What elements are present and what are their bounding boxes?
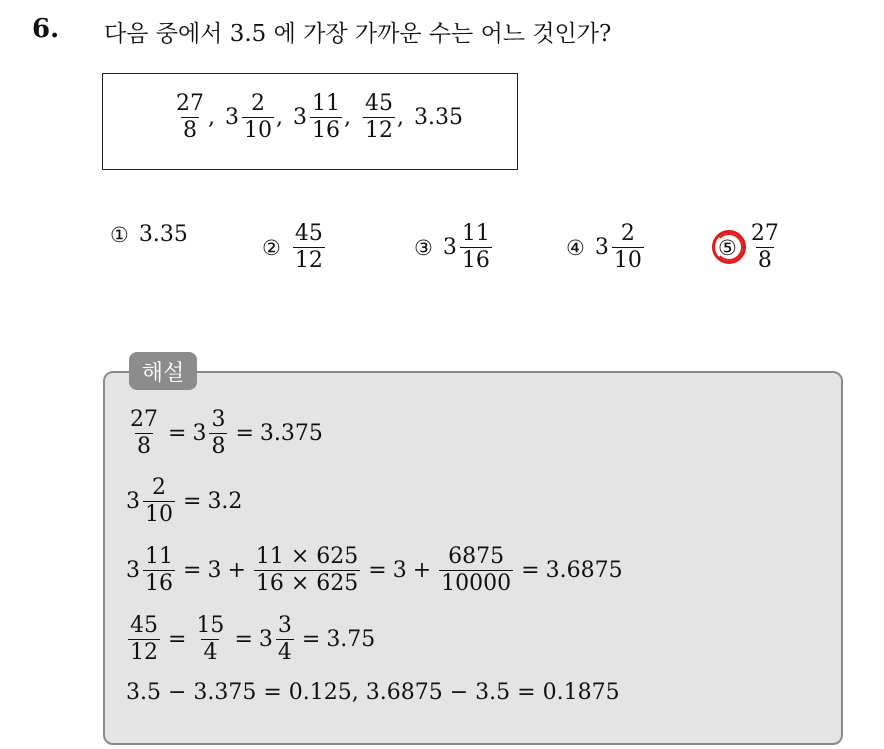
numerator: 45 xyxy=(294,221,323,246)
difference-comparison: 3.5 − 3.375 = 0.125, 3.6875 − 3.5 = 0.1875 xyxy=(126,680,620,705)
solution-line-2 xyxy=(126,476,242,527)
choice-marker-5-glyph: ⑤ xyxy=(718,235,737,260)
choice-4-fraction xyxy=(612,222,644,273)
choice-marker-2: ② xyxy=(262,235,281,260)
numerator: 2 xyxy=(152,475,166,500)
comma: , xyxy=(397,105,404,131)
denominator: 16 xyxy=(312,118,340,144)
denominator: 8 xyxy=(183,118,197,144)
equals: = xyxy=(301,627,321,653)
choice-3[interactable] xyxy=(414,222,494,273)
fraction xyxy=(439,545,513,596)
result-value: 3.6875 xyxy=(545,558,623,584)
numerator: 2 xyxy=(620,221,635,246)
result-value: 3.375 xyxy=(259,421,323,447)
fraction xyxy=(143,476,175,527)
denominator: 12 xyxy=(130,640,158,666)
fraction xyxy=(194,614,226,665)
denominator: 8 xyxy=(211,434,226,460)
plus: + xyxy=(412,558,432,584)
denominator: 12 xyxy=(365,118,393,144)
result-value: 3.2 xyxy=(207,489,243,515)
choice-5[interactable] xyxy=(718,222,783,273)
given-numbers-row xyxy=(172,92,463,143)
fraction xyxy=(254,545,360,596)
choice-marker-5 xyxy=(718,236,737,260)
numerator: 27 xyxy=(176,91,204,116)
denominator: 10 xyxy=(145,502,173,528)
choice-marker-1: ① xyxy=(110,222,129,247)
term: 3 xyxy=(207,558,222,584)
equals: = xyxy=(183,489,202,515)
denominator: 16 × 625 xyxy=(255,571,359,597)
numerator: 11 × 625 xyxy=(255,544,359,569)
denominator: 10000 xyxy=(441,571,512,597)
denominator: 16 xyxy=(145,571,173,597)
fraction xyxy=(276,614,294,665)
solution-label: 해설 xyxy=(129,352,197,390)
choice-1-value: 3.35 xyxy=(138,222,188,247)
equals: = xyxy=(168,421,187,447)
solution-line-4 xyxy=(126,614,375,665)
numerator: 11 xyxy=(145,544,173,569)
fraction xyxy=(128,614,160,665)
comma: , xyxy=(344,105,351,131)
whole-part: 3 xyxy=(192,421,207,447)
numerator: 45 xyxy=(365,91,393,116)
result-value: 3.75 xyxy=(326,627,376,653)
numerator: 27 xyxy=(750,221,779,246)
selected-answer-circle-stroke-icon xyxy=(715,233,743,261)
term: 3 xyxy=(392,558,407,584)
choice-marker-3: ③ xyxy=(414,235,433,260)
numerator: 3 xyxy=(277,613,292,638)
fraction xyxy=(209,408,227,459)
solution-line-1 xyxy=(126,408,323,459)
numerator: 45 xyxy=(130,613,158,638)
question-number: 6. xyxy=(32,14,60,44)
choice-3-fraction xyxy=(460,222,492,273)
solution-line-5 xyxy=(126,680,620,705)
given-fraction-4 xyxy=(363,92,395,143)
fraction xyxy=(143,545,175,596)
denominator: 4 xyxy=(203,640,218,666)
numerator: 3 xyxy=(211,407,226,432)
whole-part: 3 xyxy=(126,558,140,584)
choice-2-fraction xyxy=(293,222,325,273)
equals: = xyxy=(368,558,387,584)
choice-5-fraction xyxy=(749,222,781,273)
given-whole-2: 3 xyxy=(225,105,239,131)
equals: = xyxy=(234,627,253,653)
numerator: 11 xyxy=(312,91,340,116)
comma: , xyxy=(208,105,215,131)
choice-4[interactable] xyxy=(566,222,646,273)
denominator: 10 xyxy=(613,248,642,274)
equals: = xyxy=(521,558,540,584)
whole-part: 3 xyxy=(258,627,273,653)
given-fraction-3 xyxy=(310,92,342,143)
numerator: 2 xyxy=(251,91,265,116)
denominator: 8 xyxy=(757,248,772,274)
numerator: 27 xyxy=(130,407,158,432)
choice-4-whole: 3 xyxy=(594,235,609,261)
equals: = xyxy=(183,558,202,584)
given-whole-3: 3 xyxy=(293,105,307,131)
choice-3-whole: 3 xyxy=(442,235,457,261)
denominator: 10 xyxy=(244,118,272,144)
denominator: 8 xyxy=(137,434,151,460)
choice-1[interactable] xyxy=(110,222,188,247)
numerator: 6875 xyxy=(448,544,505,569)
numerator: 11 xyxy=(461,221,490,246)
comma: , xyxy=(276,105,283,131)
numerator: 15 xyxy=(196,613,225,638)
given-decimal-5: 3.35 xyxy=(414,105,463,131)
plus: + xyxy=(227,558,246,584)
equals: = xyxy=(168,627,187,653)
given-fraction-1 xyxy=(174,92,206,143)
solution-line-3 xyxy=(126,545,623,596)
denominator: 16 xyxy=(461,248,490,274)
whole-part: 3 xyxy=(126,489,140,515)
given-fraction-2 xyxy=(242,92,274,143)
choice-marker-4: ④ xyxy=(566,235,585,260)
choice-2[interactable] xyxy=(262,222,327,273)
denominator: 4 xyxy=(277,640,292,666)
denominator: 12 xyxy=(294,248,323,274)
equals: = xyxy=(235,421,254,447)
question-text: 다음 중에서 3.5 에 가장 가까운 수는 어느 것인가? xyxy=(104,21,612,47)
fraction xyxy=(128,408,160,459)
